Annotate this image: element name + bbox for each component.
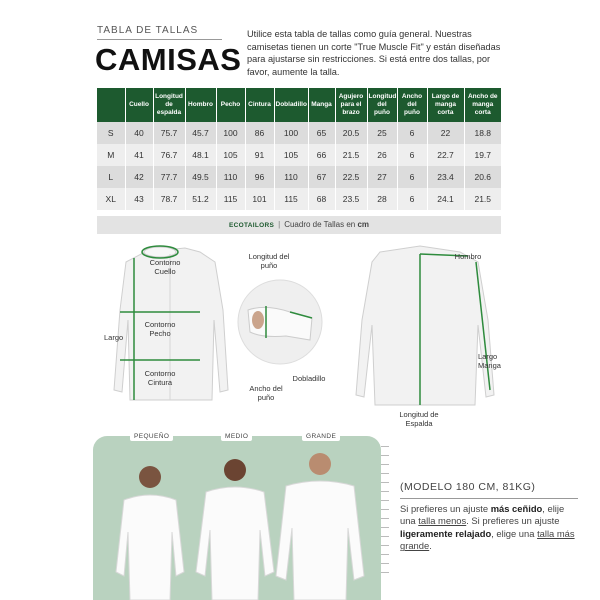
size-tag-large: GRANDE [302,432,340,441]
table-cell: 77.7 [153,166,185,188]
advice-text: , elige una [491,527,538,539]
label-cuff-length: Longitud del puño [248,252,290,270]
table-cell: 40 [125,122,153,144]
column-header: Longitud de espalda [153,88,185,122]
table-cell: 110 [216,166,245,188]
table-cell: 20.5 [335,122,367,144]
table-cell: 6 [397,166,427,188]
column-header: Manga [308,88,335,122]
table-cell: 41 [125,144,153,166]
table-cell: 67 [308,166,335,188]
column-header: Dobladillo [274,88,308,122]
table-cell: 28 [367,188,397,210]
column-header: Agujero para el brazo [335,88,367,122]
table-row [97,166,501,188]
label-hem: Dobladillo [292,374,326,383]
size-label-cell: L [97,166,125,188]
table-cell: 105 [216,144,245,166]
table-row [97,144,501,166]
table-cell: 115 [216,188,245,210]
brand-separator: | [278,220,281,229]
advice-text: . Si prefieres un ajuste [466,515,560,527]
table-cell: 91 [245,144,274,166]
table-cell: 21.5 [335,144,367,166]
table-cell: 96 [245,166,274,188]
advice-text: Si prefieres un ajuste [400,503,491,514]
advice-emphasis: más ceñido [490,503,543,514]
table-cell: 66 [308,144,335,166]
table-cell: 6 [397,144,427,166]
brand-logo: ECOTAILORS [228,222,275,229]
kicker-divider [97,39,222,40]
column-header: Cintura [245,88,274,122]
table-cell: 22 [427,122,464,144]
brand-unit: cm [357,220,370,229]
column-header [97,88,125,122]
table-cell: 18.8 [464,122,501,144]
table-cell: 78.7 [153,188,185,210]
column-header: Ancho de manga corta [464,88,501,122]
advice-underline: talla más grande [400,527,575,552]
table-cell: 65 [308,122,335,144]
table-cell: 86 [245,122,274,144]
table-cell: 21.5 [464,188,501,210]
size-table-container [97,88,501,210]
table-cell: 22.5 [335,166,367,188]
table-cell: 100 [216,122,245,144]
table-cell: 43 [125,188,153,210]
table-cell: 6 [397,188,427,210]
table-cell: 110 [274,166,308,188]
table-row [97,188,501,210]
label-back-length: Longitud de Espalda [399,410,439,428]
model-info: (MODELO 180 CM, 81KG) [400,481,536,493]
table-cell: 115 [274,188,308,210]
label-neck: Contorno Cuello [149,258,181,276]
label-length: Largo [104,333,124,342]
size-label-cell: M [97,144,125,166]
advice-underline: talla menos [418,515,467,527]
label-cuff-width: Ancho del puño [249,384,283,402]
column-header: Ancho del puño [397,88,427,122]
table-cell: 27 [367,166,397,188]
table-cell: 49.5 [185,166,216,188]
table-cell: 51.2 [185,188,216,210]
table-cell: 48.1 [185,144,216,166]
advice-emphasis: ligeramente relajado [400,527,492,539]
table-cell: 105 [274,144,308,166]
table-cell: 19.7 [464,144,501,166]
brand-caption: Cuadro de Tallas en [284,220,356,229]
model-small-figure [116,466,184,600]
column-header: Cuello [125,88,153,122]
table-cell: 26 [367,144,397,166]
label-sleeve: Largo Manga [478,352,501,370]
table-body [97,122,501,210]
model-info-divider [400,498,578,499]
ruler-ticks [381,446,389,581]
label-chest: Contorno Pecho [144,320,176,338]
table-row [97,122,501,144]
table-cell: 101 [245,188,274,210]
table-header-row [97,88,501,122]
column-header: Largo de manga corta [427,88,464,122]
table-cell: 20.6 [464,166,501,188]
table-cell: 24.1 [427,188,464,210]
size-label-cell: S [97,122,125,144]
model-medium-figure [196,459,274,600]
size-table [97,88,501,210]
table-cell: 23.5 [335,188,367,210]
label-waist: Contorno Cintura [144,369,176,387]
size-tag-medium: MEDIO [221,432,252,441]
size-tag-small: PEQUEÑO [130,432,173,441]
intro-paragraph: Utilice esta tabla de tallas como guía general. Nuestras camisetas tienen un corte "True Muscle Fit" y están diseñadas para ajustarse sin restricciones. Si está entre dos tallas, por favor, aumente la talla. [247,29,501,77]
back-shirt-illustration [356,246,494,405]
table-cell: 23.4 [427,166,464,188]
column-header: Pecho [216,88,245,122]
column-header: Longitud del puño [367,88,397,122]
cuff-closeup-illustration [238,280,322,364]
table-cell: 25 [367,122,397,144]
table-cell: 75.7 [153,122,185,144]
page-title: CAMISAS [95,42,242,77]
table-cell: 76.7 [153,144,185,166]
size-label-cell: XL [97,188,125,210]
models-photo [100,452,370,600]
table-cell: 22.7 [427,144,464,166]
advice-text: . [429,540,432,552]
brand-bar [97,216,501,234]
table-cell: 45.7 [185,122,216,144]
model-large-figure [276,453,364,600]
label-shoulder: Hombro [454,252,482,261]
table-cell: 42 [125,166,153,188]
column-header: Hombro [185,88,216,122]
fit-advice [400,503,580,553]
table-cell: 6 [397,122,427,144]
table-cell: 68 [308,188,335,210]
advice-text: , elije una [400,503,565,527]
kicker-label: TABLA DE TALLAS [97,25,199,36]
table-cell: 100 [274,122,308,144]
